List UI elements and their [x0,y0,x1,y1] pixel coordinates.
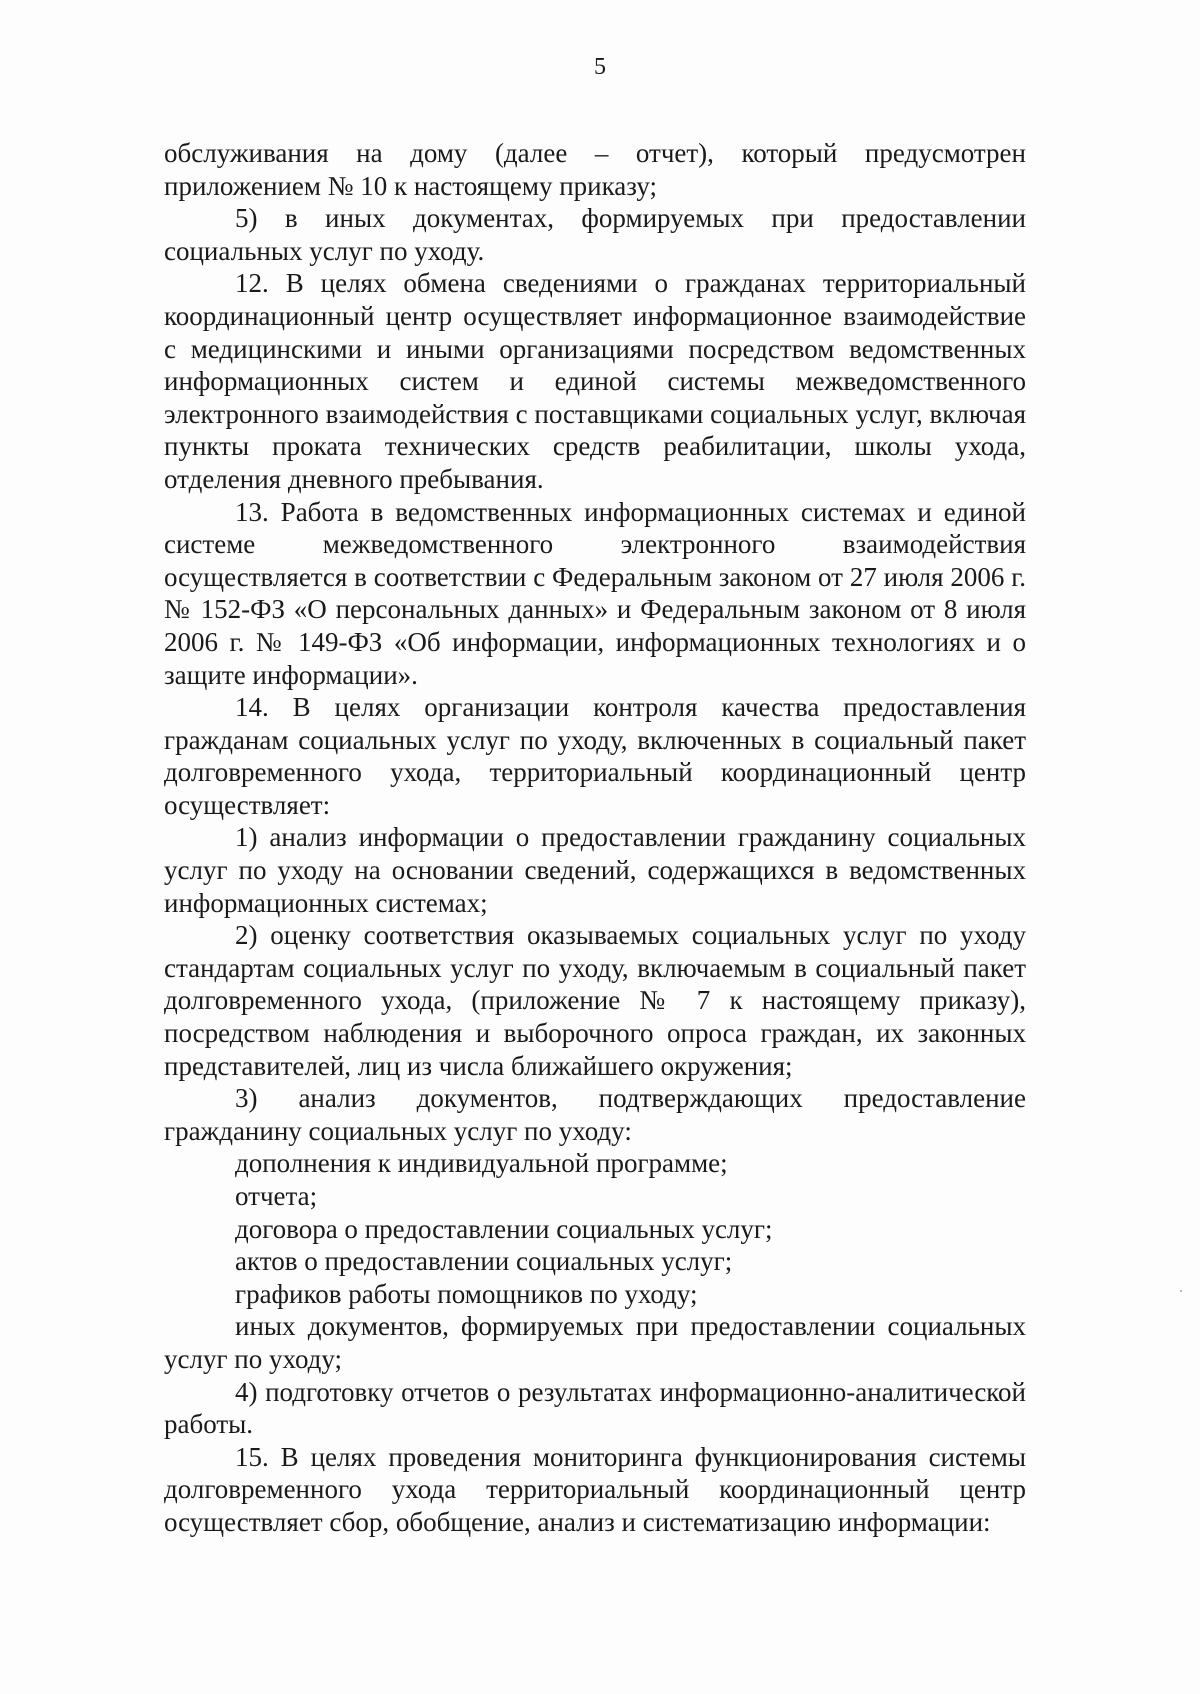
paragraph: 14. В целях организации контроля качества предоставления гражданам социальных услуг по уходу, включенных в социальный пакет долговременного ухода, территориальный координационный центр осуществляет: [164,692,1026,820]
sub-list-item: отчета; [235,1181,318,1211]
paragraph: 12. В целях обмена сведениями о гражданах территориальный координационный центр осуществляет информационное взаимодействие с медицинскими и иными организациями посредством ведомственных информационных систем и единой системы межведомственного электронного взаимодействия с поставщиками социальных услуг, включая пункты проката технических средств реабилитации, школы ухода, отделения дневного пребывания. [164,268,1026,494]
sub-list-item: иных документов, формируемых при предоставлении социальных услуг по уходу; [164,1311,1026,1374]
document-body [164,137,1026,1539]
paragraph: 13. Работа в ведомственных информационных системах и единой системе межведомственного электронного взаимодействия осуществляется в соответствии с Федеральным законом от 27 июля 2006 г. № 152-ФЗ «О персональных данных» и Федеральным законом от 8 июля 2006 г. № 149-ФЗ «Об информации, информационных технологиях и о защите информации». [164,496,1026,690]
page-number: 5 [594,54,606,80]
sub-list-item: графиков работы помощников по уходу; [235,1278,698,1309]
sub-list-item: актов о предоставлении социальных услуг; [235,1246,733,1277]
scan-speck [1180,1290,1182,1292]
list-item: 2) оценку соответствия оказываемых социальных услуг по уходу стандартам социальных услуг по уходу, включаемым в социальный пакет долговременного ухода, (приложение № 7 к настоящему приказу), посредством наблюдения и выборочного опроса граждан, их законных представителей, лиц из числа ближайшего окружения; [164,920,1026,1081]
list-item: 1) анализ информации о предоставлении гражданину социальных услуг по уходу на основании сведений, содержащихся в ведомственных информационных системах; [164,822,1026,918]
paragraph: 15. В целях проведения мониторинга функционирования системы долговременного ухода территориальный координационный центр осуществляет сбор, обобщение, анализ и систематизацию информации: [164,1441,1026,1537]
paragraph: обслуживания на дому (далее – отчет), который предусмотрен приложением № 10 к настоящему приказу; [164,138,1026,201]
sub-list-item: договора о предоставлении социальных услуг; [235,1213,773,1244]
list-item: 3) анализ документов, подтверждающих предоставление гражданину социальных услуг по уходу: [164,1083,1026,1146]
list-item: 4) подготовку отчетов о результатах информационно-аналитической работы. [164,1376,1026,1440]
paragraph: 5) в иных документах, формируемых при предоставлении социальных услуг по уходу. [164,203,1026,266]
sub-list-item: дополнения к индивидуальной программе; [235,1148,728,1179]
